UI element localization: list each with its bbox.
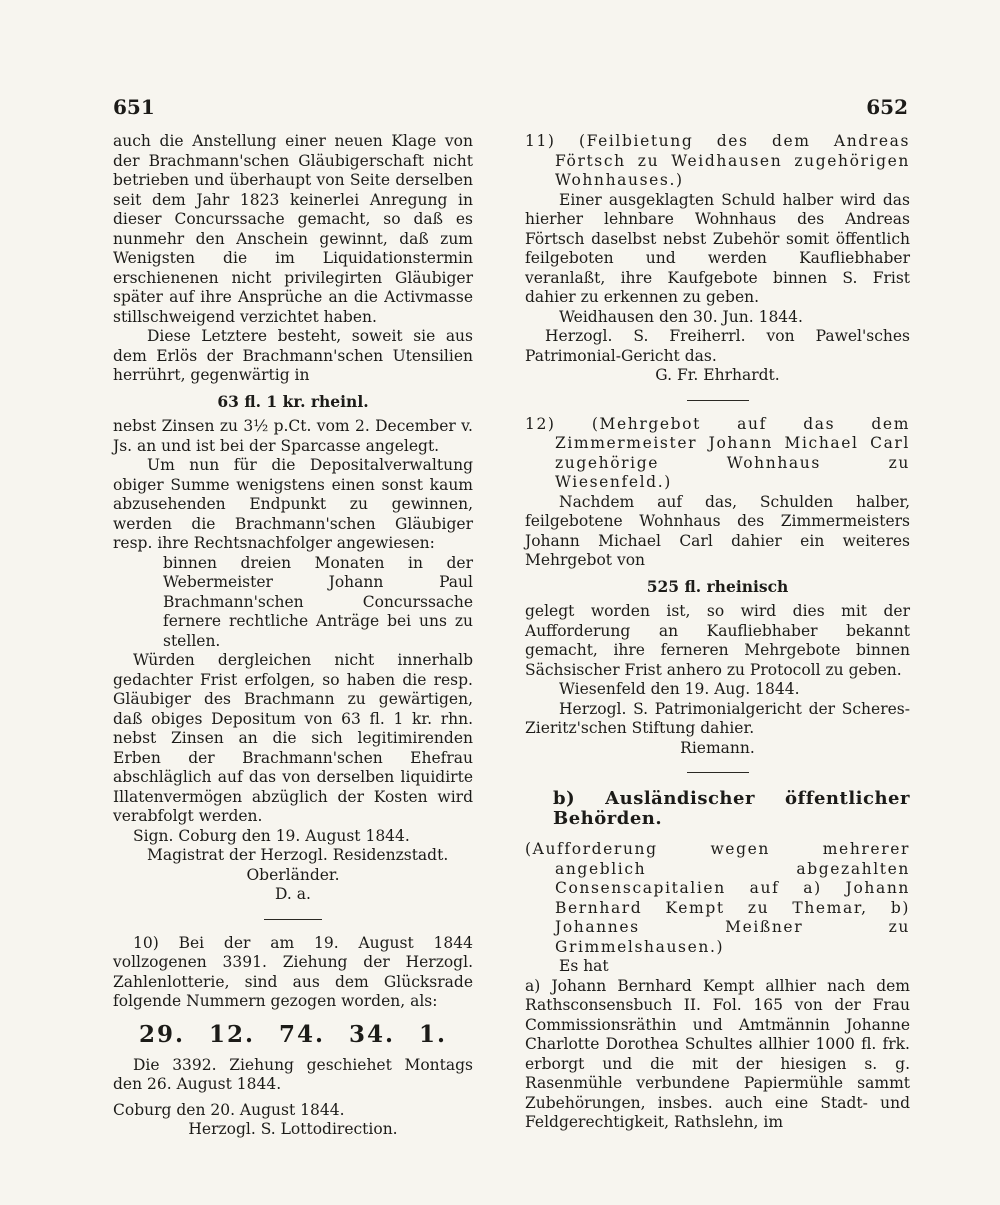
item-12-title: 12) (Mehrgebot auf das dem Zimmermeister Johann Michael Carl zugehörige Wohnhaus zu Wiesenfeld.) <box>525 414 910 491</box>
item-12-text: Nachdem auf das, Schulden halber, feilgebotene Wohnhaus des Zimmermeisters Johann Michael Carl dahier ein weiteres Mehrgebot von <box>525 492 910 569</box>
separator-rule <box>687 400 749 401</box>
item-11-title: 11) (Feilbietung des dem Andreas Förtsch zu Weidhausen zugehörigen Wohnhauses.) <box>525 132 910 189</box>
paragraph-6: Die 3392. Ziehung geschiehet Montags den 26. August 1844. <box>113 1055 473 1093</box>
paragraph-1: auch die Anstellung einer neuen Klage von der Brachmann'schen Gläubigerschaft nicht betrieben und überhaupt von Seite derselben seit dem Jahr 1823 keinerlei Anregung in dieser Concurssache gemacht, so daß es nunmehr den Anschein gewinnt, daß zum Wenigsten die im Liquidationstermin erschienenen nicht privilegirten Gläubiger später auf ihre Ansprüche an die Activmasse stillschweigend verzichtet haben. <box>113 132 473 326</box>
separator-rule <box>264 919 322 920</box>
item-12-signer: Riemann. <box>680 738 755 757</box>
place-date-1: Sign. Coburg den 19. August 1844. <box>133 826 410 845</box>
issuing-authority-2: Herzogl. S. Lottodirection. <box>188 1120 398 1138</box>
instruction-quote: binnen dreien Monaten in der Webermeister Johann Paul Brachmann'schen Concurssache fernere rechtliche Anträge bei uns zu stellen. <box>163 553 473 650</box>
item-12-sum: 525 fl. rheinisch <box>646 576 789 596</box>
lottery-numbers: 29. 12. 74. 34. 1. <box>138 1020 448 1048</box>
item-11-authority: Herzogl. S. Freiherrl. von Pawel'sches Patrimonial-Gericht das. <box>525 327 910 365</box>
item-12-date: Wiesenfeld den 19. Aug. 1844. <box>559 680 800 698</box>
left-column <box>113 132 473 1140</box>
separator-rule <box>687 772 749 773</box>
deposit-sum: 63 fl. 1 kr. rheinl. <box>217 391 369 411</box>
item-12-text-2: gelegt worden ist, so wird dies mit der Aufforderung an Kaufliebhaber bekannt gemacht, ihre ferneren Mehrgebote binnen Sächsischer Frist anhero zu Protocoll zu geben. <box>525 602 910 679</box>
item-10-lottery: 10) Bei der am 19. August 1844 vollzogenen 3391. Ziehung der Herzogl. Zahlenlotterie, sind aus dem Glücksrade folgende Nummern gezogen worden, als: <box>113 933 473 1010</box>
item-11-date: Weidhausen den 30. Jun. 1844. <box>559 307 803 326</box>
signer-name-2: D. a. <box>275 885 311 903</box>
item-11-signer: G. Fr. Ehrhardt. <box>655 366 780 384</box>
place-date-2: Coburg den 20. August 1844. <box>113 1100 345 1119</box>
section-heading-b: b) Ausländischer öffentlicher Behörden. <box>553 788 910 829</box>
page-number-right: 652 <box>866 95 908 119</box>
paragraph-4: Um nun für die Depositalverwaltung obiger Summe wenigstens einen sonst kaum abzusehenden Endpunkt zu gewinnen, werden die Brachmann'schen Gläubiger resp. ihre Rechtsnachfolger angewiesen: <box>113 456 473 552</box>
page-number-left: 651 <box>113 95 155 119</box>
item-b-intro: Es hat <box>559 957 609 975</box>
item-b-title: (Aufforderung wegen mehrerer angeblich abgezahlten Consenscapitalien auf a) Johann Bernhard Kempt zu Themar, b) Johannes Meißner zu Grimmelshausen.) <box>525 840 910 956</box>
issuing-authority-1: Magistrat der Herzogl. Residenzstadt. <box>147 846 449 864</box>
paragraph-3: nebst Zinsen zu 3½ p.Ct. vom 2. December v. Js. an und ist bei der Sparcasse angelegt. <box>113 417 473 455</box>
item-b-text: a) Johann Bernhard Kempt allhier nach dem Rathsconsensbuch II. Fol. 165 von der Frau Commissionsräthin und Amtmännin Johanne Charlotte Dorothea Schultes allhier 1000 fl. frk. erborgt und die mit der hiesigen s. g. Rasenmühle verbundene Papiermühle sammt Zubehörungen, insbes. auch eine Stadt- und Feldgerechtigkeit, Rathslehn, im <box>525 976 910 1131</box>
paragraph-2: Diese Letztere besteht, soweit sie aus dem Erlös der Brachmann'schen Utensilien herrührt, gegenwärtig in <box>113 327 473 384</box>
item-12-authority: Herzogl. S. Patrimonialgericht der Scheres-Zieritz'schen Stiftung dahier. <box>525 699 910 737</box>
item-11-text: Einer ausgeklagten Schuld halber wird das hierher lehnbare Wohnhaus des Andreas Förtsch daselbst nebst Zubehör somit öffentlich feilgeboten und werden Kaufliebhaber veranlaßt, ihre Kaufgebote binnen S. Frist dahier zu erkennen zu geben. <box>525 190 910 306</box>
right-column <box>525 132 910 1133</box>
paragraph-5: Würden dergleichen nicht innerhalb gedachter Frist erfolgen, so haben die resp. Gläubiger des Brachmann zu gewärtigen, daß obiges Depositum von 63 fl. 1 kr. rhn. nebst Zinsen an die sich legitimirenden Erben der Brachmann'schen Ehefrau abschläglich auf das von derselben liquidirte Illatenvermögen abzüglich der Kosten wird verabfolgt werden. <box>113 651 473 825</box>
signer-name-1: Oberländer. <box>246 865 340 884</box>
